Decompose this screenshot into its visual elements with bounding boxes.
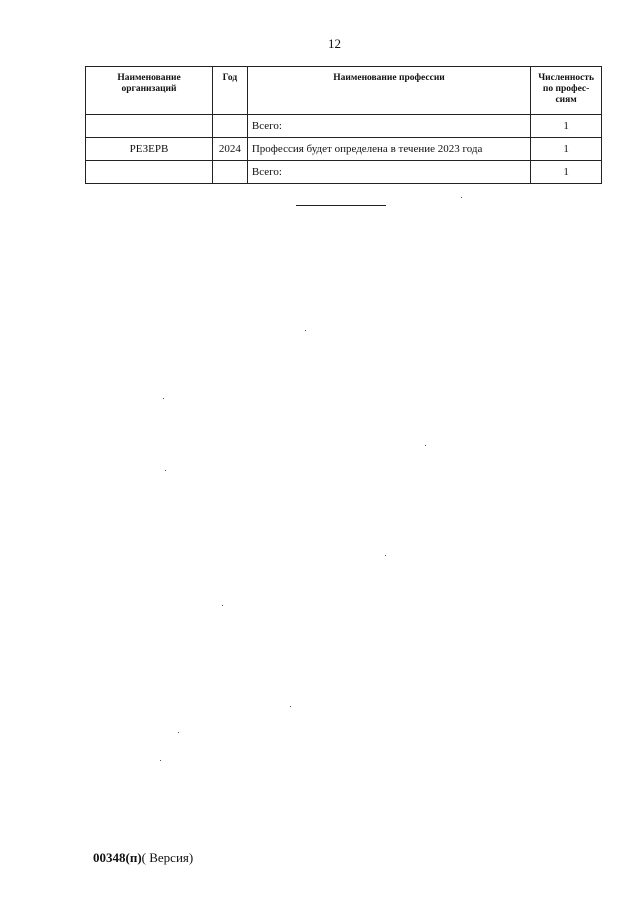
cell-organization: РЕЗЕРВ (86, 138, 213, 161)
profession-table (85, 66, 602, 184)
scan-speck (290, 706, 291, 707)
scan-speck (178, 732, 179, 733)
cell-profession: Профессия будет определена в течение 2023 года (247, 138, 530, 161)
scan-speck (305, 330, 306, 331)
scan-speck (165, 470, 166, 471)
table-header-row (86, 67, 602, 115)
cell-year (213, 115, 248, 138)
scan-speck (461, 197, 462, 198)
table-row (86, 115, 602, 138)
cell-year: 2024 (213, 138, 248, 161)
document-code (93, 850, 193, 866)
table-row (86, 138, 602, 161)
cell-count: 1 (531, 115, 602, 138)
cell-organization (86, 161, 213, 184)
cell-profession: Всего: (247, 161, 530, 184)
header-profession: Наименование профессии (247, 67, 530, 115)
document-code-number: 00348(п) (93, 850, 142, 865)
page-number: 12 (328, 36, 341, 51)
cell-count: 1 (531, 138, 602, 161)
table-row (86, 161, 602, 184)
header-year: Год (213, 67, 248, 115)
header-organization: Наименование организаций (86, 67, 213, 115)
document-code-suffix: ( Версия) (141, 850, 194, 865)
separator-line (296, 205, 386, 206)
cell-profession: Всего: (247, 115, 530, 138)
scan-speck (160, 760, 161, 761)
scan-speck (385, 555, 386, 556)
cell-count: 1 (531, 161, 602, 184)
header-count: Численность по профес-сиям (531, 67, 602, 115)
cell-organization (86, 115, 213, 138)
scan-speck (163, 398, 164, 399)
scan-speck (222, 605, 223, 606)
scan-speck (425, 445, 426, 446)
cell-year (213, 161, 248, 184)
